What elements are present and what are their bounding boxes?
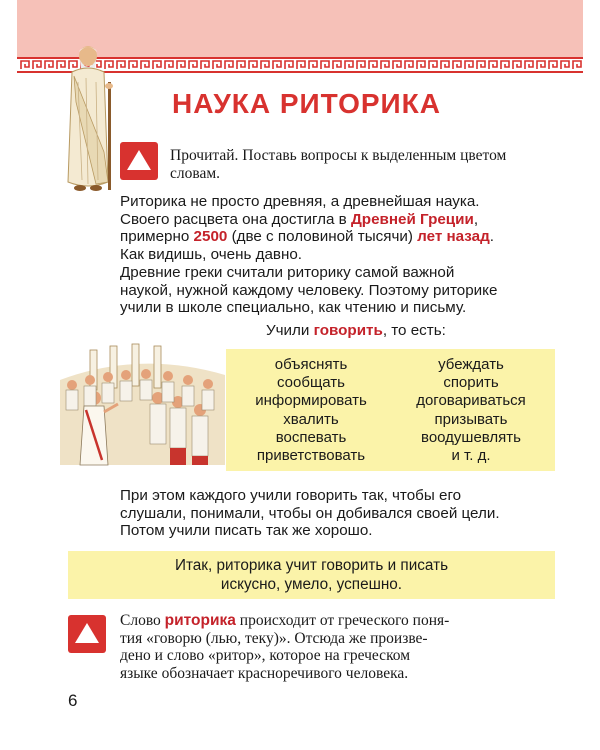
verbs-intro (266, 322, 446, 340)
highlight-word: говорить (313, 322, 383, 339)
task-instruction: Прочитай. Поставь вопросы к выделенным цветом словам. (170, 147, 507, 182)
para1-line3 (120, 228, 560, 246)
verb-item: воспевать (275, 428, 347, 446)
verb-item: хвалить (283, 410, 339, 428)
para1-line1: Риторика не просто древняя, а древнейшая наука. (120, 193, 480, 210)
page-number: 6 (68, 691, 78, 710)
highlight-word: Древней Греции (350, 210, 474, 228)
verb-item: объяснять (274, 356, 348, 373)
verb-item: убеждать (438, 356, 504, 373)
summary-box (68, 551, 555, 599)
para2-line1: Древние греки считали риторику самой важной (120, 264, 455, 281)
para2-line2: наукой, нужной каждому человеку. Поэтому риторике (120, 281, 498, 299)
verbs-box (226, 349, 555, 471)
para1-line4: Как видишь, очень давно. (120, 245, 303, 263)
triangle-task-icon (120, 142, 158, 180)
task2-line3: дено и слово «ритор», которое на греческом (120, 647, 411, 665)
verbs-right-column (406, 356, 536, 465)
paragraph-1 (120, 193, 560, 263)
page-title: НАУКА РИТОРИКА (172, 88, 441, 119)
verb-item: сообщать (277, 374, 345, 392)
text-span: . (489, 228, 494, 246)
highlight-word: 2500 (193, 228, 228, 246)
task2-line2: тия «говорю (лью, теку)». Отсюда же произве- (120, 629, 428, 647)
para3-line1: При этом каждого учили говорить так, чтобы его (120, 487, 462, 504)
text-span: происходит от греческого поня- (235, 612, 450, 629)
verb-item: договариваться (416, 392, 526, 410)
verb-item: информировать (255, 392, 367, 410)
para3-line2: слушали, понимали, чтобы он добивался своей цели. (120, 504, 500, 522)
task2-line1 (120, 612, 560, 630)
greek-school-illustration (50, 340, 230, 470)
paragraph-3 (120, 487, 560, 540)
etymology-paragraph (120, 612, 560, 682)
verb-item: призывать (434, 410, 508, 428)
text-span: Учили (266, 322, 314, 339)
ancient-orator-illustration (52, 42, 122, 192)
para1-line2 (120, 211, 560, 229)
paragraph-2 (120, 264, 560, 317)
text-span: Слово (120, 612, 165, 629)
summary-line1: Итак, риторика учит говорить и писать (174, 557, 449, 574)
text-span: Своего расцвета она достигла в (120, 210, 351, 228)
verbs-left-column (246, 356, 376, 465)
highlight-word: риторика (164, 612, 236, 629)
verb-item: приветствовать (256, 447, 366, 465)
summary-line2: искусно, умело, успешно. (220, 575, 403, 593)
verb-item: спорить (443, 374, 499, 392)
para3-line3: Потом учили писать так же хорошо. (120, 522, 373, 540)
text-span: примерно (120, 228, 194, 246)
highlight-word: лет назад (417, 228, 490, 246)
verb-item: и т. д. (451, 447, 491, 465)
task2-line4: языке обозначает красноречивого человека. (120, 664, 409, 682)
verb-item: воодушевлять (421, 428, 521, 446)
text-span: , (473, 210, 479, 228)
text-span: (две с половиной тысячи) (227, 228, 418, 246)
para2-line3: учили в школе специально, как чтению и письму. (120, 299, 467, 317)
text-span: , то есть: (382, 322, 446, 339)
triangle-task-icon (68, 615, 106, 653)
